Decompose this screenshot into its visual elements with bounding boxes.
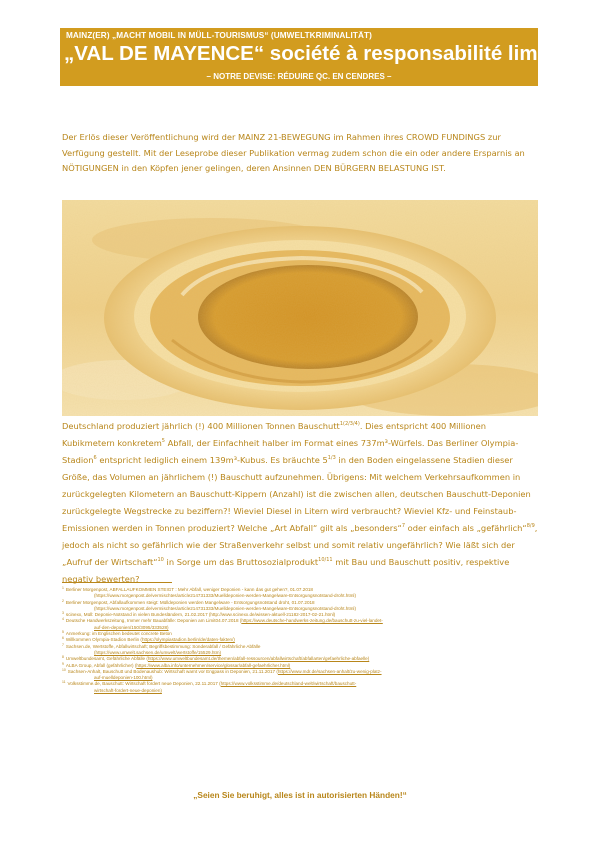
header-motto: – NOTRE DEVISE: RÉDUIRE QC. EN CENDRES – bbox=[206, 72, 392, 81]
footnote-item: $^{11}$ Volksstimme.de, Bauschutt: Wirtschaft fordert neue Deponien, 22.11.2017 (https://www.volksstimme.de/deutschland-welt/wirtschaft/bauschutt- wirtschaft-fordert-neue-deponien) bbox=[62, 680, 357, 693]
footnote-item: $^5$ Anmerkung: im Englischen bedeutet concrete Beton bbox=[62, 630, 172, 637]
crater-photo bbox=[62, 200, 538, 416]
page-title: „VAL DE MAYENCE“ société à responsabilité limitée“ bbox=[64, 42, 584, 65]
footnote-item: $^1$ Berliner Morgenpost, ABFALLAUFKOMMEN STEIGT : Mehr Abfall, weniger Deponien - kann das gut gehen?, 01.07.2018 (https://www.morgenpost.de/vermischtes/article214731333/Muelldeponien-werden-Mangelware-Entsorgungsnotstand-droht.html) bbox=[62, 586, 356, 599]
header-banner bbox=[60, 28, 584, 86]
footnote-link[interactable]: https://www.umweltbundesamt.de/themen/abfall-ressourcen/abfallwirtschaft/abfallarten/gefaehrliche-abfaelle) bbox=[147, 656, 370, 662]
footnote-ref[interactable]: 7 bbox=[401, 523, 406, 529]
footnote-divider bbox=[62, 582, 172, 583]
footnote-item: $^7$ Sachsen.de, Wertstoffe, Abfallwirtschaft; Begriffsbestimmung: Sonderabfall / Gefährliche Abfälle (https://www.umwelt.sachsen.de/umwelt/wertstoffe/15529.htm) bbox=[62, 642, 261, 655]
footnote-item: $^3$ scinexx, Müll: Deponie-Notstand in vielen Bundesländern, 21.02.2017 (http://www.scinexx.de/wissen-aktuell-21182-2017-02-21.html) bbox=[62, 611, 336, 618]
footnote-item: $^6$ Willkommen Olympia-Stadion Berlin (https://olympiastadion.berlin/de/daten-fakten/) bbox=[62, 636, 235, 643]
footnote-list bbox=[62, 587, 540, 694]
closing-quote: „Seien Sie beruhigt, alles ist in autorisierten Händen!“ bbox=[193, 790, 407, 800]
footnote-item: $^9$ ALBA Group, Abfall (gefährlicher) (https://www.alba.info/unternehmen/service/glossar/abfall-gefaehrlicher.html) bbox=[62, 661, 291, 668]
footnote-ref[interactable]: 10 bbox=[157, 557, 164, 563]
footnote-ref[interactable]: 10/11 bbox=[318, 557, 333, 563]
footnote-item: $^8$ Umweltbundesamt, Gefährliche Abfälle (https://www.umweltbundesamt.de/themen/abfall-ressourcen/abfallwirtschaft/abfallarten/gefaehrliche-abfaelle) bbox=[62, 655, 370, 662]
footnote-link[interactable]: https://www.deutsche-handwerks-zeitung.de/bauschutt-zu-viel-landet- bbox=[241, 618, 383, 624]
body-paragraph: Deutschland produziert jährlich (!) 400 Millionen Tonnen Bauschutt$^{1(2/3/4)}$. Dies entspricht 400 Millionen Kubikmetern konkretem$^5$ Abfall, der Einfachheit halber im Format eines 737m³-Würfels. Das Berliner Olympia-Stadion$^6$ entspricht lediglich einem 139m³-Kubus. Es bräuchte $5^{1/3}$ in den Boden eingelassene Stadien dieser Größe, das Volumen an jährlichem (!) Bauschutt aufzunehmen. Übrigens: Mit welchem Verkehrsaufkommen in zurückgelegten Kilometern an Bauschutt-Kippern (Anzahl) ist die zwischen allen, deutschen Bauschutt-Deponien zurückgelegte Wegstrecke zu beziffern?! Wieviel Diesel in Litern wird verbraucht? Wieviel Kfz- und Feinstaub-Emissionen werden in Tonnen produziert? Welche „Art Abfall“ gilt als „besonders“$^7$ oder einfach als „gefährlich“$^{8/9}$, jedoch als nicht so gefährlich wie der Straßenverkehr selbst und somit relativ ungefährlich? Wie läßt sich der „Aufruf der Wirtschaft“$^{10}$ in Sorge um das Bruttosozialprodukt$^{10/11}$ mit Bau und Bauschutt positiv, respektive negativ bewerten? bbox=[62, 421, 538, 584]
footnote-item: $^4$ Deutsche Handwerkszeitung, Immer mehr Bauabfälle: Deponien am Limit04.07.2018 (https://www.deutsche-handwerks-zeitung.de/bauschutt-zu-viel-landet- auf-den-deponien/150/3095/333528) bbox=[62, 617, 383, 630]
footnote-ref[interactable]: 8/9 bbox=[526, 523, 535, 529]
footnote-link[interactable]: https://www.alba.info/unternehmen/service/glossar/abfall-gefaehrlicher.html) bbox=[136, 662, 291, 668]
footnote-link[interactable]: https://olympiastadion.berlin/de/daten-fakten/) bbox=[141, 637, 235, 643]
footnote-item: $^2$ Berliner Morgenpost, Abfallaufkommen steigt: Mülldeponien werden Mangelware - Entsorgungsnotstand droht, 01.07.2018 (https://www.morgenpost.de/vermischtes/article214731333/Muelldeponien-werden-Mangelware-Entsorgungsnotstand-droht.html) bbox=[62, 598, 356, 611]
footnote-ref[interactable]: 5 bbox=[161, 438, 165, 444]
footnote-ref[interactable]: 1(2/3/4) bbox=[339, 421, 360, 427]
footnote-ref: 1/3 bbox=[327, 455, 336, 461]
header-kicker: MAINZ(ER) „MACHT MOBIL IN MÜLL-TOURISMUS“ (UMWELTKRIMINALITÄT) bbox=[66, 31, 372, 40]
footnote-link[interactable]: https://www.volksstimme.de/deutschland-welt/wirtschaft/bauschutt- bbox=[220, 681, 357, 687]
footnote-item: $^{10}$ Sachsen-Anhalt, Bauschutt und Bodenaushub: Wirtschaft warnt vor Engpass in Deponien, 21.11.2017 (https://www.mdr.de/sachsen-anhalt/zu-wenig-platz- auf-muelldeponien-100.html) bbox=[62, 667, 382, 681]
footnote-ref[interactable]: 6 bbox=[93, 455, 97, 461]
intro-paragraph: Der Erlös dieser Veröffentlichung wird der MAINZ 21-BEWEGUNG im Rahmen ihres CROWD FUNDINGS zur Verfügung gestellt. Mit der Leseprobe dieser Publikation vermag zudem schon die ein oder andere Ersparnis an NÖTIGUNGEN in den Köpfen jener gelingen, deren Ansinnen DEN BÜRGERN BELASTUNG IST. bbox=[62, 132, 525, 173]
footnote-link[interactable]: https://www.mdr.de/sachsen-anhalt/zu-wenig-platz- bbox=[277, 668, 382, 674]
